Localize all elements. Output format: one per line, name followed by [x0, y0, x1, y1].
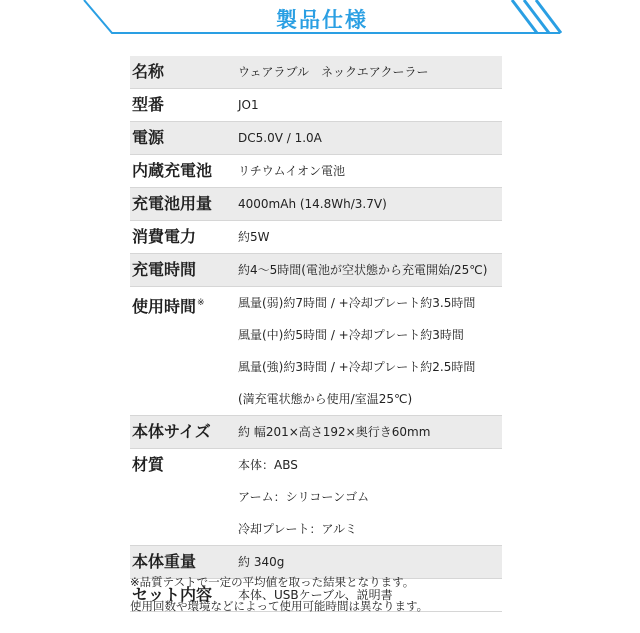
spec-row	[130, 89, 502, 121]
spec-values	[237, 416, 502, 448]
spec-row	[130, 188, 502, 220]
spec-label	[130, 287, 237, 323]
spec-values	[237, 254, 502, 286]
spec-label-text: 消費電力	[132, 227, 197, 246]
spec-value: ウェアラブル ネックエアクーラー	[238, 65, 429, 79]
footnote-line: ※品質テストで一定の平均値を取った結果となります。	[130, 575, 415, 589]
spec-row	[130, 155, 502, 187]
spec-row	[130, 56, 502, 88]
spec-value: 風量(弱)約7時間 / +冷却プレート約3.5時間	[238, 296, 476, 310]
spec-row	[130, 221, 502, 253]
spec-label-text: 本体重量	[132, 552, 197, 571]
spec-label-text: 使用時間	[132, 297, 197, 316]
spec-values	[237, 155, 502, 187]
spec-label	[130, 122, 237, 154]
spec-table	[130, 56, 502, 612]
spec-values	[237, 287, 502, 415]
spec-value: 約5W	[238, 230, 270, 244]
spec-value: リチウムイオン電池	[238, 164, 346, 178]
spec-value: 風量(中)約5時間 / +冷却プレート約3時間	[238, 328, 464, 342]
spec-values	[237, 449, 502, 545]
spec-label-text: 充電時間	[132, 260, 197, 279]
spec-label-text: 本体サイズ	[132, 422, 211, 441]
spec-values	[237, 122, 502, 154]
spec-label	[130, 155, 237, 187]
spec-row	[130, 254, 502, 286]
spec-values	[237, 89, 502, 121]
spec-label-text: セット内容	[132, 585, 213, 604]
spec-values	[237, 188, 502, 220]
spec-value: 約 幅201×高さ192×奥行き60mm	[238, 425, 431, 439]
spec-label	[130, 89, 237, 121]
spec-row	[130, 122, 502, 154]
spec-label	[130, 449, 237, 481]
page-title: 製品仕様	[276, 8, 368, 32]
spec-label-text: 内蔵充電池	[132, 161, 213, 180]
spec-row	[130, 449, 502, 545]
spec-label	[130, 221, 237, 253]
note-mark: ※	[197, 298, 205, 308]
spec-value: DC5.0V / 1.0A	[238, 131, 322, 145]
spec-value: 冷却プレート：アルミ	[238, 522, 358, 536]
spec-label-text: 名称	[132, 62, 165, 81]
spec-value: 本体：ABS	[238, 458, 298, 472]
spec-row	[130, 416, 502, 448]
spec-label-text: 電源	[132, 128, 165, 147]
spec-value: 約4～5時間(電池が空状態から充電開始/25℃)	[238, 263, 488, 277]
spec-value: 4000mAh (14.8Wh/3.7V)	[238, 197, 387, 211]
spec-row	[130, 287, 502, 415]
spec-value: 約 340g	[238, 555, 285, 569]
spec-value: JO1	[238, 98, 259, 112]
spec-label	[130, 416, 237, 448]
footnotes	[130, 570, 550, 618]
spec-label	[130, 188, 237, 220]
spec-value: 風量(強)約3時間 / +冷却プレート約2.5時間	[238, 360, 476, 374]
section-header-banner	[82, 0, 562, 34]
spec-label-text: 材質	[132, 455, 165, 474]
spec-values	[237, 221, 502, 253]
spec-label	[130, 254, 237, 286]
footnote-line: 使用回数や環境などによって使用可能時間は異なります。	[130, 599, 429, 613]
spec-label	[130, 56, 237, 88]
spec-values	[237, 56, 502, 88]
spec-value: アーム：シリコーンゴム	[238, 490, 370, 504]
spec-label-text: 型番	[132, 95, 165, 114]
spec-value: 本体、USBケーブル、説明書	[238, 588, 393, 602]
spec-value: (満充電状態から使用/室温25℃)	[238, 392, 413, 406]
spec-label-text: 充電池用量	[132, 194, 213, 213]
